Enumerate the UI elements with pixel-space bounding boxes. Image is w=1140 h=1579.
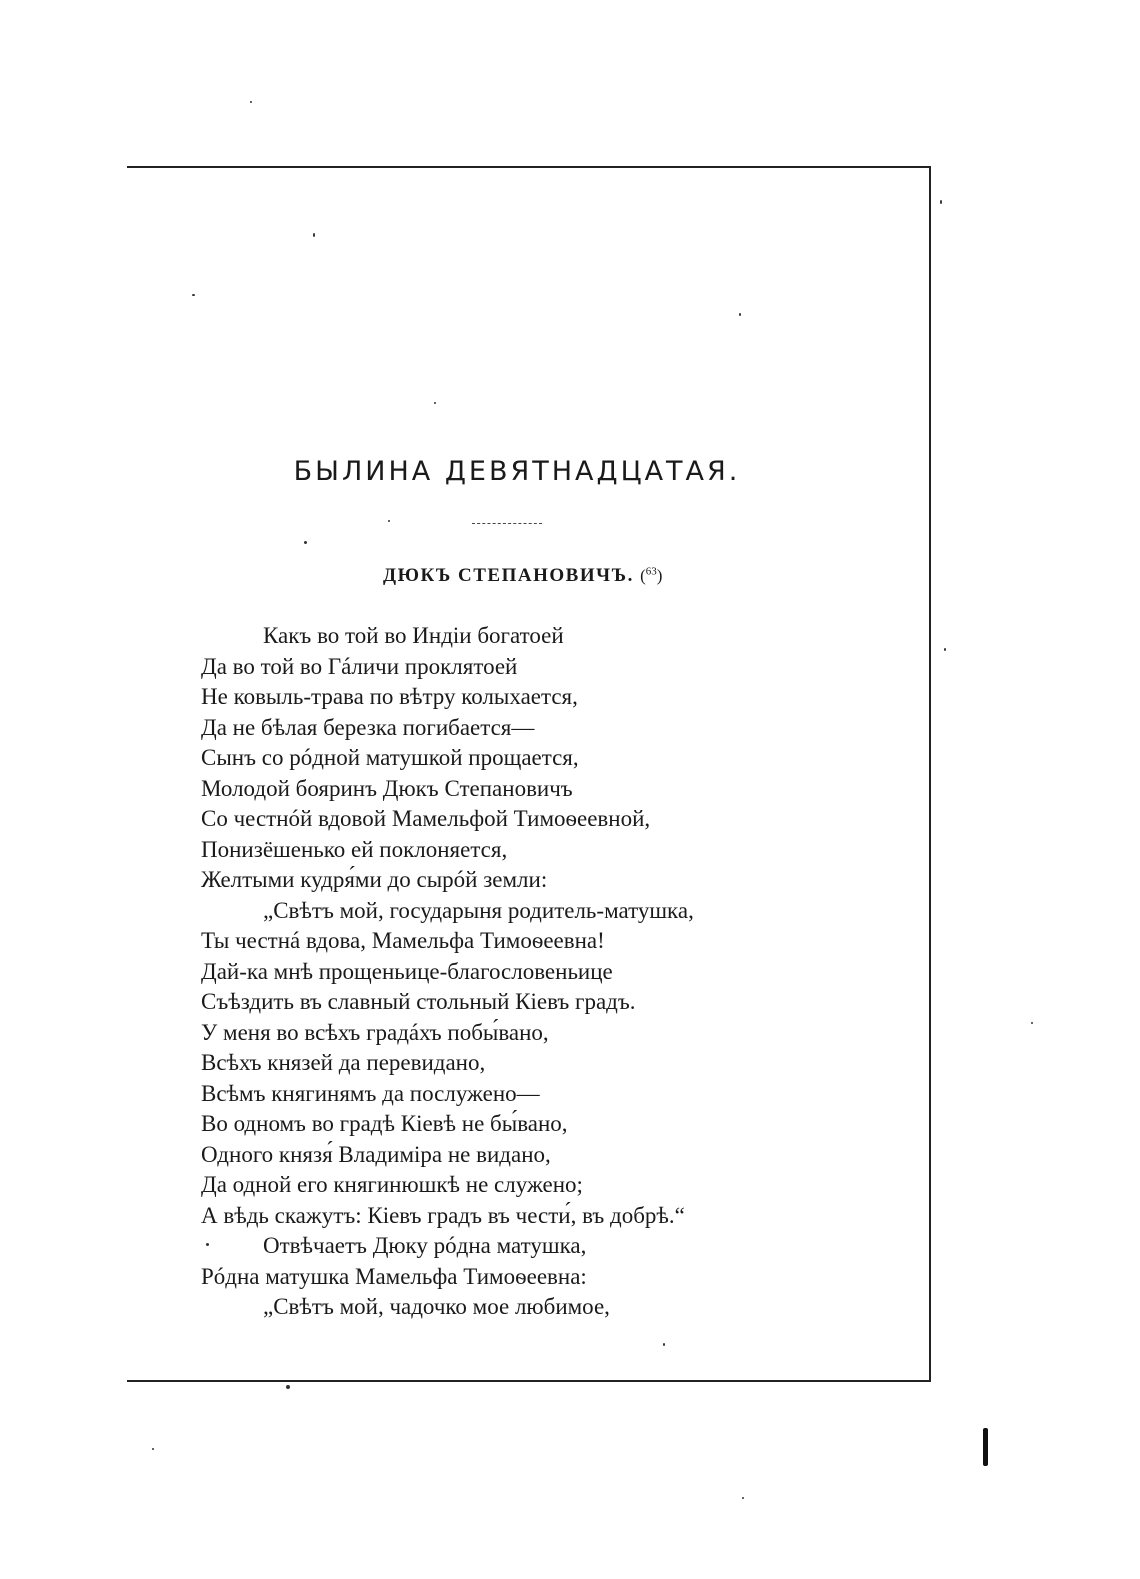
- footnote-number: 63: [645, 565, 657, 578]
- verse-line: Молодой бояринъ Дюкъ Степановичъ: [201, 775, 573, 801]
- scan-speck: [1031, 1022, 1033, 1024]
- verse-line: Всѣхъ князей да перевидано,: [201, 1050, 486, 1075]
- scan-speck: [742, 1497, 744, 1499]
- verse-line: Во одномъ во градѣ Кiевѣ не бы́вано,: [201, 1111, 568, 1136]
- verse-line: Рóдна матушка Мамельфа Тимоѳеевна:: [201, 1263, 587, 1289]
- scan-speck: [313, 233, 315, 237]
- footnote-ref: ($^{63}$): [640, 565, 663, 585]
- verse-line: Какъ во той во Индiи богатоей: [263, 623, 564, 648]
- title-separator: [472, 523, 542, 524]
- verse-line: Не ковыль-трава по вѣтру колыхается,: [201, 684, 578, 709]
- poem-verse: [201, 621, 694, 1323]
- verse-line: Да одной его княгинюшкѣ не служено;: [201, 1172, 583, 1197]
- scan-mark: [983, 1428, 988, 1466]
- scan-speck: [739, 313, 741, 316]
- scan-speck: [663, 1343, 665, 1346]
- verse-line: Желтыми кудря́ми до сырóй земли:: [201, 867, 548, 892]
- verse-line: Одного князя́ Владимiра не видано,: [201, 1141, 551, 1167]
- frame-top-rule: [127, 166, 931, 168]
- poem-title-text: ДЮКЪ СТЕПАНОВИЧЪ.: [383, 565, 634, 586]
- scan-speck: [434, 402, 436, 404]
- scan-speck: [152, 1448, 154, 1450]
- verse-line: „Свѣтъ мой, государыня родитель-матушка,: [263, 897, 694, 923]
- scan-speck: [286, 1385, 290, 1389]
- scan-speck: [304, 541, 307, 544]
- scan-speck: [944, 648, 946, 651]
- scan-speck: [388, 520, 390, 522]
- chapter-title: БЫЛИНА ДЕВЯТНАДЦАТАЯ.: [293, 456, 741, 487]
- verse-line: Всѣмъ княгинямъ да послужено—: [201, 1080, 540, 1106]
- verse-line: Со честнóй вдовой Мамельфой Тимоѳеевной,: [201, 806, 651, 831]
- verse-line: У меня во всѣхъ градáхъ побы́вано,: [201, 1019, 549, 1045]
- verse-line: Понизёшенько ей поклоняется,: [201, 836, 508, 862]
- verse-line: Да не бѣлая березка погибается—: [201, 714, 535, 740]
- scan-speck: [206, 1243, 209, 1246]
- frame-bottom-rule: [127, 1380, 931, 1382]
- verse-line: Ты честнá вдова, Мамельфа Тимоѳеевна!: [201, 928, 605, 953]
- verse-line: Да во той во Гáличи проклятоей: [201, 653, 518, 679]
- verse-line: „Свѣтъ мой, чадочко мое любимое,: [263, 1294, 610, 1319]
- verse-line: Дай-ка мнѣ прощеньице-благословеньице: [201, 958, 613, 984]
- poem-title: [383, 565, 662, 587]
- verse-line: А вѣдь скажутъ: Кiевъ градъ въ чести́, въ добрѣ.“: [201, 1202, 685, 1228]
- verse-line: Сынъ со рóдной матушкой прощается,: [201, 745, 579, 770]
- verse-line: Отвѣчаетъ Дюку рóдна матушка,: [263, 1233, 587, 1258]
- scan-speck: [250, 101, 252, 103]
- scan-speck: [192, 294, 195, 296]
- frame-right-rule: [929, 166, 931, 1381]
- scan-speck: [940, 200, 942, 204]
- verse-line: Съѣздить въ славный стольный Кiевъ градъ.: [201, 989, 636, 1014]
